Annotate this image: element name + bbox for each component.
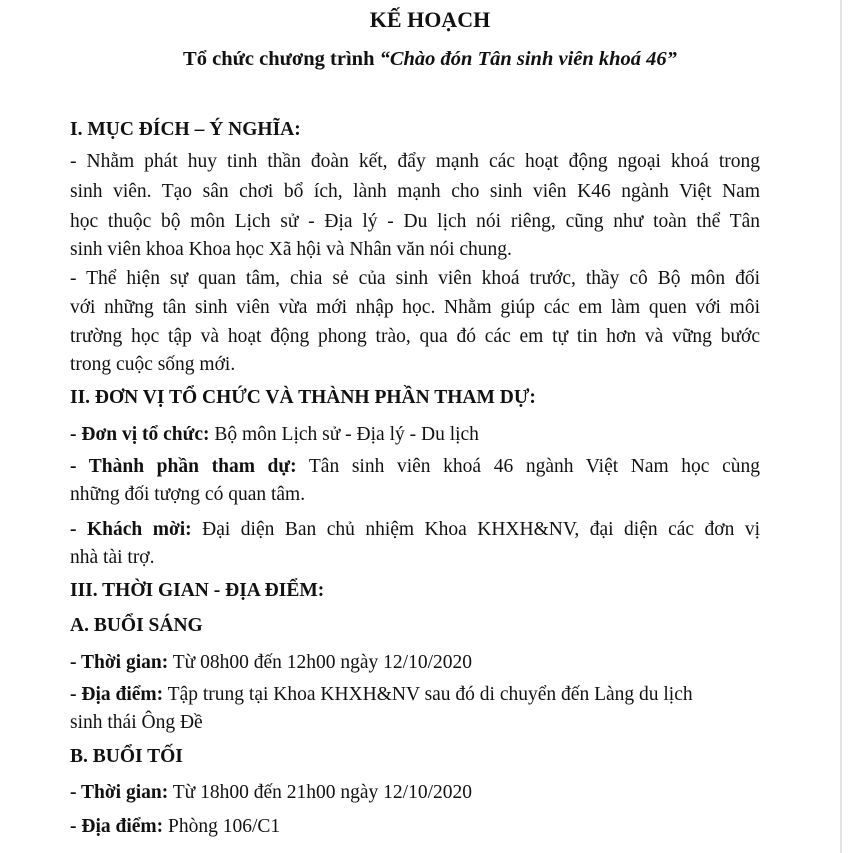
morning-place-line [70,683,770,707]
section-1-paragraph-2-line-1: - Thể hiện sự quan tâm, chia sẻ của sinh viên khoá trước, thầy cô Bộ môn đối [70,268,760,289]
morning-place-value: Tập trung tại Khoa KHXH&NV sau đó di chuyển đến Làng du lịch [163,684,693,705]
participants-label: - Thành phần tham dự: [70,456,297,477]
guests-value: Đại diện Ban chủ nhiệm Khoa KHXH&NV, đại diện các đơn vị [191,519,760,540]
document-subtitle [0,47,860,71]
morning-time-line [70,651,770,675]
organizer-label: - Đơn vị tổ chức: [70,424,210,445]
subtitle-event-name: “Chào đón Tân sinh viên khoá 46” [379,48,677,70]
evening-time-line [70,781,770,805]
morning-time-value: Từ 08h00 đến 12h00 ngày 12/10/2020 [168,652,472,673]
guests-label: - Khách mời: [70,519,192,540]
section-1-paragraph-1-line-4: sinh viên khoa Khoa học Xã hội và Nhân văn nói chung. [70,239,512,260]
evening-place-label: - Địa điểm: [70,816,164,837]
morning-time-label: - Thời gian: [70,652,169,673]
section-3-heading: III. THỜI GIAN - ĐỊA ĐIỂM: [70,580,325,601]
evening-place-value: Phòng 106/C1 [163,816,281,837]
section-1-heading: I. MỤC ĐÍCH – Ý NGHĨA: [70,119,301,140]
page-edge-divider [840,0,842,853]
section-2-heading: II. ĐƠN VỊ TỔ CHỨC VÀ THÀNH PHẦN THAM DỰ: [70,387,536,408]
section-1-paragraph-1-line-1: - Nhằm phát huy tinh thần đoàn kết, đẩy mạnh các hoạt động ngoại khoá trong [70,151,760,172]
section-1-paragraph-1-line-2: sinh viên. Tạo sân chơi bổ ích, lành mạnh cho sinh viên K46 ngành Việt Nam [70,181,760,202]
organizer-value: Bộ môn Lịch sử - Địa lý - Du lịch [209,424,479,445]
participants-line-2: những đối tượng có quan tâm. [70,484,306,505]
section-1-paragraph-2-line-4: trong cuộc sống mới. [70,354,236,375]
guests-line-2: nhà tài trợ. [70,547,155,568]
evening-time-label: - Thời gian: [70,782,169,803]
section-1-paragraph-2-line-2: với những tân sinh viên vừa mới nhập học. Nhằm giúp các em làm quen với môi [70,297,760,318]
participants-value: Tân sinh viên khoá 46 ngành Việt Nam học cùng [296,456,760,477]
morning-heading: A. BUỔI SÁNG [70,615,203,636]
section-1-paragraph-1-line-3: học thuộc bộ môn Lịch sử - Địa lý - Du lịch nói riêng, cũng như toàn thể Tân [70,211,760,232]
guests-line [70,518,760,542]
document-title: KẾ HOẠCH [369,7,491,32]
section-1-paragraph-2-line-3: trường học tập và hoạt động phong trào, qua đó các em tự tin hơn và vững bước [70,326,760,347]
morning-place-line-2: sinh thái Ông Đề [70,712,203,733]
morning-place-label: - Địa điểm: [70,684,164,705]
subtitle-prefix: Tổ chức chương trình [183,48,380,70]
evening-place-line [70,815,770,839]
participants-line [70,455,760,479]
evening-heading: B. BUỔI TỐI [70,746,183,767]
organizer-line [70,423,770,447]
evening-time-value: Từ 18h00 đến 21h00 ngày 12/10/2020 [168,782,472,803]
